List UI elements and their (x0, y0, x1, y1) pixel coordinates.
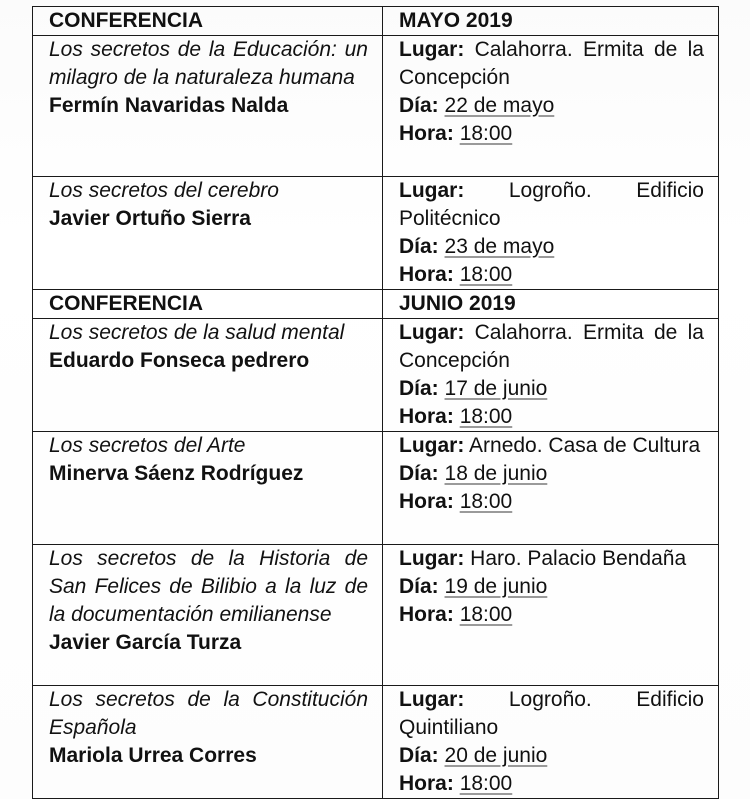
event-time-line (399, 770, 704, 798)
event-date-line (399, 233, 704, 261)
place-label: Lugar: (399, 547, 465, 570)
event-row (33, 432, 719, 545)
event-time-line (399, 403, 704, 431)
event-row (33, 545, 719, 686)
event-details-cell (383, 432, 719, 545)
date-label: Día: (399, 462, 439, 485)
event-title-cell (33, 319, 383, 432)
event-place-line (399, 36, 704, 92)
section-header-mayo (33, 7, 719, 36)
event-time-line (399, 120, 704, 148)
event-place-line (399, 319, 704, 375)
time-label: Hora: (399, 122, 454, 145)
event-date: 20 de junio (444, 744, 548, 767)
event-time: 18:00 (459, 603, 513, 626)
time-label: Hora: (399, 772, 454, 795)
date-label: Día: (399, 575, 439, 598)
event-time: 18:00 (459, 263, 513, 286)
events-table (32, 6, 719, 799)
event-title: Los secretos de la Historia de San Felices de Bilibio a la luz de la documentación emilianense (49, 547, 368, 626)
event-place: Logroño. Edificio Quintiliano (399, 688, 704, 739)
event-time: 18:00 (459, 405, 513, 428)
event-place: Arnedo. Casa de Cultura (469, 434, 701, 457)
event-speaker: Mariola Urrea Corres (49, 744, 257, 767)
event-speaker: Minerva Sáenz Rodríguez (49, 462, 304, 485)
event-speaker: Javier García Turza (49, 631, 242, 654)
header-cell-left: CONFERENCIA (33, 290, 383, 319)
event-speaker: Fermín Navaridas Nalda (49, 94, 289, 117)
event-row (33, 686, 719, 799)
event-title: Los secretos del cerebro (49, 179, 279, 202)
event-place-line (399, 545, 704, 573)
time-label: Hora: (399, 490, 454, 513)
date-label: Día: (399, 235, 439, 258)
event-place: Calahorra. Ermita de la Concepción (399, 321, 704, 372)
place-label: Lugar: (399, 321, 465, 344)
place-label: Lugar: (399, 688, 465, 711)
event-title-cell (33, 686, 383, 799)
event-details-cell (383, 177, 719, 290)
header-cell-right: MAYO 2019 (383, 7, 719, 36)
event-date: 22 de mayo (444, 94, 555, 117)
event-place-line (399, 432, 704, 460)
date-label: Día: (399, 744, 439, 767)
event-date-line (399, 573, 704, 601)
event-time-line (399, 601, 704, 629)
event-date-line (399, 375, 704, 403)
event-title-cell (33, 177, 383, 290)
event-place: Haro. Palacio Bendaña (470, 547, 687, 570)
header-cell-left: CONFERENCIA (33, 7, 383, 36)
event-date: 18 de junio (444, 462, 548, 485)
event-time-line (399, 261, 704, 289)
event-date-line (399, 742, 704, 770)
event-date: 19 de junio (444, 575, 548, 598)
event-time: 18:00 (459, 490, 513, 513)
event-date-line (399, 460, 704, 488)
event-title-cell (33, 36, 383, 177)
place-label: Lugar: (399, 38, 465, 61)
place-label: Lugar: (399, 434, 465, 457)
header-cell-right: JUNIO 2019 (383, 290, 719, 319)
section-header-junio (33, 290, 719, 319)
event-row (33, 36, 719, 177)
time-label: Hora: (399, 405, 454, 428)
event-row (33, 177, 719, 290)
event-title: Los secretos de la Constitución Española (49, 688, 368, 739)
event-place: Logroño. Edificio Politécnico (399, 179, 704, 230)
event-details-cell (383, 319, 719, 432)
event-date: 17 de junio (444, 377, 548, 400)
event-place-line (399, 177, 704, 233)
event-row (33, 319, 719, 432)
event-title: Los secretos de la salud mental (49, 321, 345, 344)
event-speaker: Eduardo Fonseca pedrero (49, 349, 310, 372)
event-time: 18:00 (459, 772, 513, 795)
event-details-cell (383, 36, 719, 177)
event-title: Los secretos del Arte (49, 434, 246, 457)
event-title-cell (33, 545, 383, 686)
event-speaker: Javier Ortuño Sierra (49, 207, 251, 230)
event-title-cell (33, 432, 383, 545)
event-details-cell (383, 686, 719, 799)
time-label: Hora: (399, 263, 454, 286)
date-label: Día: (399, 377, 439, 400)
event-details-cell (383, 545, 719, 686)
event-place-line (399, 686, 704, 742)
event-date-line (399, 92, 704, 120)
place-label: Lugar: (399, 179, 465, 202)
event-place: Calahorra. Ermita de la Concepción (399, 38, 704, 89)
event-title: Los secretos de la Educación: un milagro de la naturaleza humana (49, 38, 368, 89)
event-date: 23 de mayo (444, 235, 555, 258)
time-label: Hora: (399, 603, 454, 626)
event-time: 18:00 (459, 122, 513, 145)
date-label: Día: (399, 94, 439, 117)
event-time-line (399, 488, 704, 516)
